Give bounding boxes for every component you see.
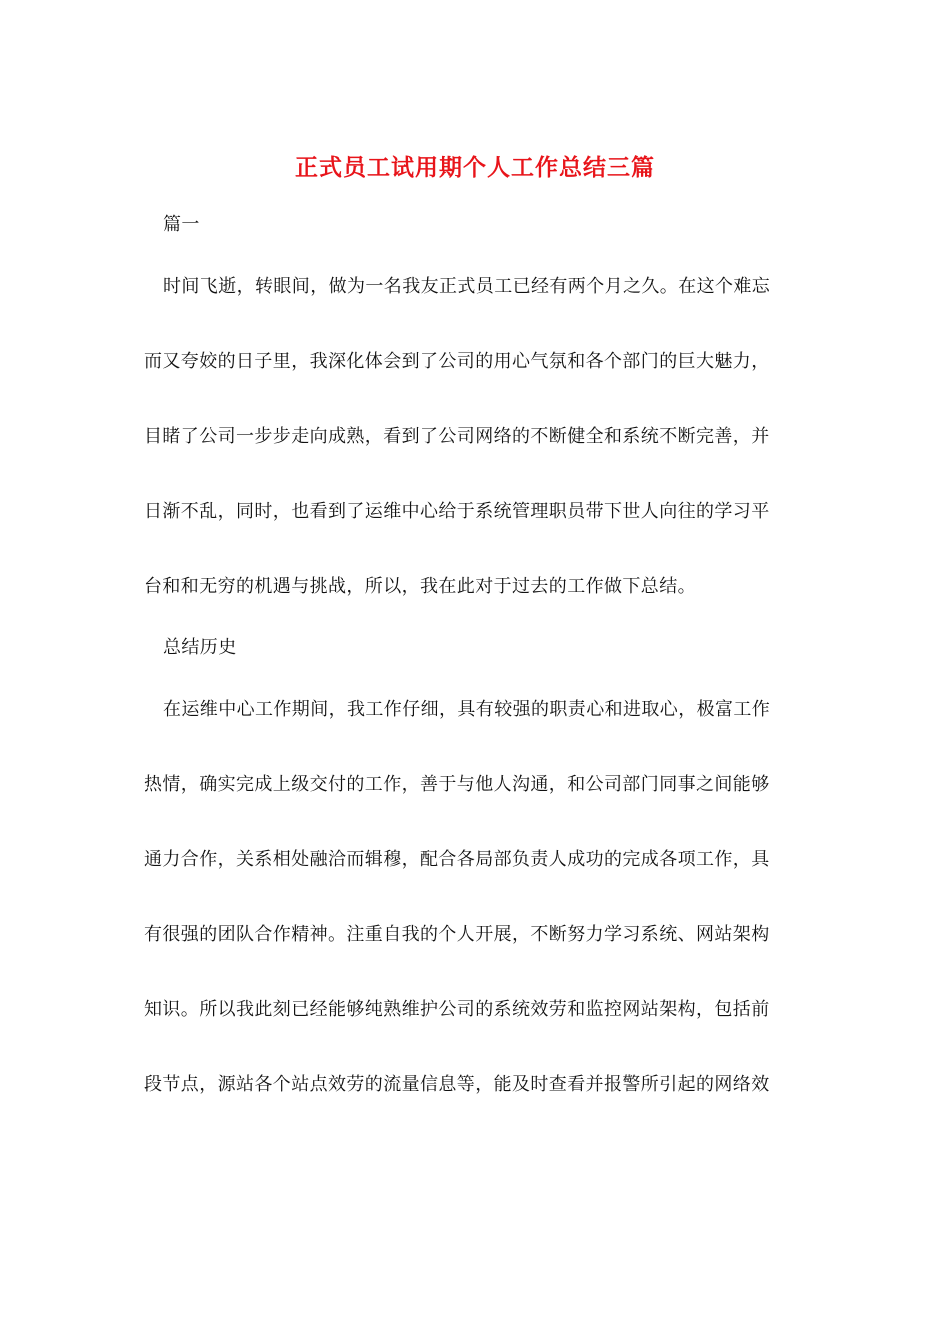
- paragraph-line: 而又夸姣的日子里，我深化体会到了公司的用心气氛和各个部门的巨大魅力，: [144, 351, 770, 372]
- paragraph-line: 有很强的团队合作精神。注重自我的个人开展，不断努力学习系统、网站架构: [144, 924, 770, 945]
- paragraph-line: 时间飞逝，转眼间，做为一名我友正式员工已经有两个月之久。在这个难忘: [163, 276, 771, 297]
- paragraph-line: 段节点，源站各个站点效劳的流量信息等，能及时查看并报警所引起的网络效: [144, 1074, 770, 1095]
- paragraph-line: 知识。所以我此刻已经能够纯熟维护公司的系统效劳和监控网站架构，包括前: [144, 999, 770, 1020]
- paragraph-line: 目睹了公司一步步走向成熟，看到了公司网络的不断健全和系统不断完善，并: [144, 426, 770, 447]
- paragraph-line: 台和和无穷的机遇与挑战，所以，我在此对于过去的工作做下总结。: [144, 576, 696, 597]
- paragraph-line: 通力合作，关系相处融洽而辑穆，配合各局部负责人成功的完成各项工作，具: [144, 849, 770, 870]
- paragraph-line: 在运维中心工作期间，我工作仔细，具有较强的职责心和进取心，极富工作: [163, 699, 771, 720]
- section-label: 篇一: [163, 214, 200, 235]
- paragraph-line: 日渐不乱，同时，也看到了运维中心给于系统管理职员带下世人向往的学习平: [144, 501, 770, 522]
- section-subheading: 总结历史: [163, 637, 237, 658]
- document-title: 正式员工试用期个人工作总结三篇: [295, 154, 655, 181]
- paragraph-line: 热情，确实完成上级交付的工作，善于与他人沟通，和公司部门同事之间能够: [144, 774, 770, 795]
